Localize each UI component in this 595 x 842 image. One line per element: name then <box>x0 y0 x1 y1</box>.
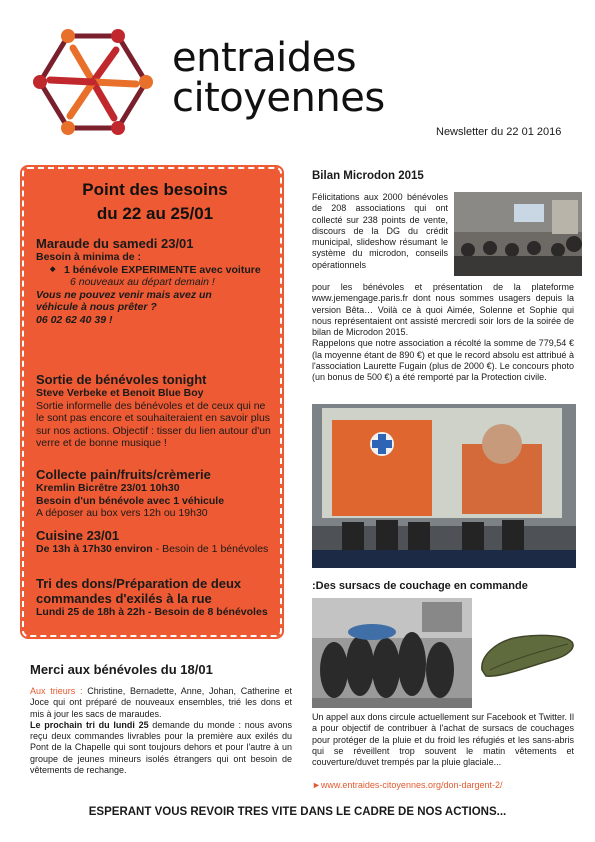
merci-heading: Merci aux bénévoles du 18/01 <box>30 662 213 677</box>
merci-body <box>30 686 292 776</box>
collecte-sub: Kremlin Bicrêtre 23/01 10h30 <box>36 482 180 494</box>
tri-heading-line2: commandes d'exilés à la rue <box>36 591 212 606</box>
brand-name-line1: entraides <box>172 35 357 81</box>
bilan-para1: Félicitations aux 2000 bénévoles de 208 associations qui ont collecté sur 238 points de vente, discours de la DG du crédit municipal, slideshow résumant le système du microdon, conseils opérationnels <box>312 192 448 270</box>
vehicle-line2: véhicule à nous prêter ? <box>36 301 157 313</box>
bilan-para2: pour les bénévoles et présentation de la plateforme www.jemengage.paris.fr dont nous sommes usagers depuis la version Bêta… Voilà ce à quoi Aimée, Solenne et Sophie qui nous représentaient ont assisté mercredi soir lors de la soirée de bilan de Microdon 2015. <box>312 282 574 338</box>
cuisine-heading: Cuisine 23/01 <box>36 528 120 543</box>
trieurs-label: Aux trieurs : <box>30 686 83 696</box>
collecte-section <box>36 467 276 520</box>
cuisine-text: - Besoin de 1 bénévoles <box>152 543 269 555</box>
tri-heading-line1: Tri des dons/Préparation de deux <box>36 576 242 591</box>
bilan-heading: Bilan Microdon 2015 <box>312 170 424 182</box>
cuisine-section <box>36 528 276 556</box>
sortie-heading: Sortie de bénévoles tonight <box>36 372 207 387</box>
cuisine-sub: De 13h à 17h30 environ <box>36 543 153 555</box>
phone-number: 06 02 62 40 39 ! <box>36 313 113 326</box>
maraude-section <box>36 236 276 326</box>
ceremony-photo <box>312 404 576 568</box>
maraude-heading: Maraude du samedi 23/01 <box>36 236 194 251</box>
collecte-sub2: Besoin d'un bénévole avec 1 véhicule <box>36 494 225 507</box>
tri-sub: Lundi 25 de 18h à 22h - Besoin de 8 bénévoles <box>36 606 268 618</box>
prochain-label: Le prochain tri du lundi 25 <box>30 719 149 730</box>
sortie-section <box>36 372 276 450</box>
sortie-sub: Steve Verbeke et Benoit Blue Boy <box>36 387 204 399</box>
bivy-bag-image <box>476 626 578 682</box>
newsletter-date: Newsletter du 22 01 2016 <box>436 126 562 138</box>
sacs-heading: :Des sursacs de couchage en commande <box>312 580 528 592</box>
maraude-line1: Besoin à minima de : <box>36 251 142 263</box>
bilan-para3: Rappelons que notre association a récolté la somme de 779,54 € (la moyenne étant de 890 €) et que le record absolu est attribué à l'association Laurette Fugain (plus de 2000 €). Le concours photo (un bonus de 500 €) a été remporté par la Protection civile. <box>312 338 574 383</box>
maraude-bullet: ◆ 1 bénévole EXPERIMENTE avec voiture <box>50 264 276 277</box>
sortie-text: Sortie informelle des bénévoles et de ceux qui ne le sont pas encore et souhaiteraient en savoir plus sur nos actions. Objectif : tisser du lien autour d'un verre et de bonne musique ! <box>36 399 271 449</box>
needs-title-line2: du 22 au 25/01 <box>96 204 214 223</box>
collecte-text: A déposer au box vers 12h ou 19h30 <box>36 507 208 519</box>
needs-title-line1: Point des besoins <box>82 180 228 199</box>
donation-link[interactable]: ►www.entraides-citoyennes.org/don-dargent-2/ <box>312 780 503 790</box>
prochain-text: demande du monde : nous avons reçu deux commandes livrables pour la première aux exilés du Pont de la Chapelle qui sont toujours dehors et pour l'autre à un groupe de jeunes mineurs isolés étrangers qui ont besoin de vêtements de rechange. <box>30 719 292 776</box>
vehicle-line1: Vous ne pouvez venir mais avez un <box>36 288 212 301</box>
sacs-text: Un appel aux dons circule actuellement sur Facebook et Twitter. Il a pour objectif de contribuer à l'achat de sursacs de couchages pour protéger de la pluie et du froid les réfugiés et les sans-abris qui se réveillent trop souvent le matin vêtements et couverture/duvet trempés par la pluie glaciale... <box>312 712 574 768</box>
maraude-bullet-note: 6 nouveaux au départ demain ! <box>70 276 215 288</box>
bilan-para2-3 <box>312 282 574 384</box>
refugees-photo <box>312 598 472 708</box>
brand-name-line2: citoyennes <box>172 75 385 121</box>
trieurs-text: Christine, Bernadette, Anne, Johan, Catherine et Joce qui ont préparé de nouveaux ensembles, trié les dons et mis à jour les sacs de maraudes. <box>30 686 293 719</box>
collecte-heading: Collecte pain/fruits/crèmerie <box>36 467 211 482</box>
needs-title <box>40 178 270 226</box>
logo-icon <box>28 28 158 136</box>
conference-photo <box>454 192 582 276</box>
tri-section <box>36 576 278 619</box>
footer-text: ESPERANT VOUS REVOIR TRES VITE DANS LE CADRE DE NOS ACTIONS... <box>88 806 507 818</box>
